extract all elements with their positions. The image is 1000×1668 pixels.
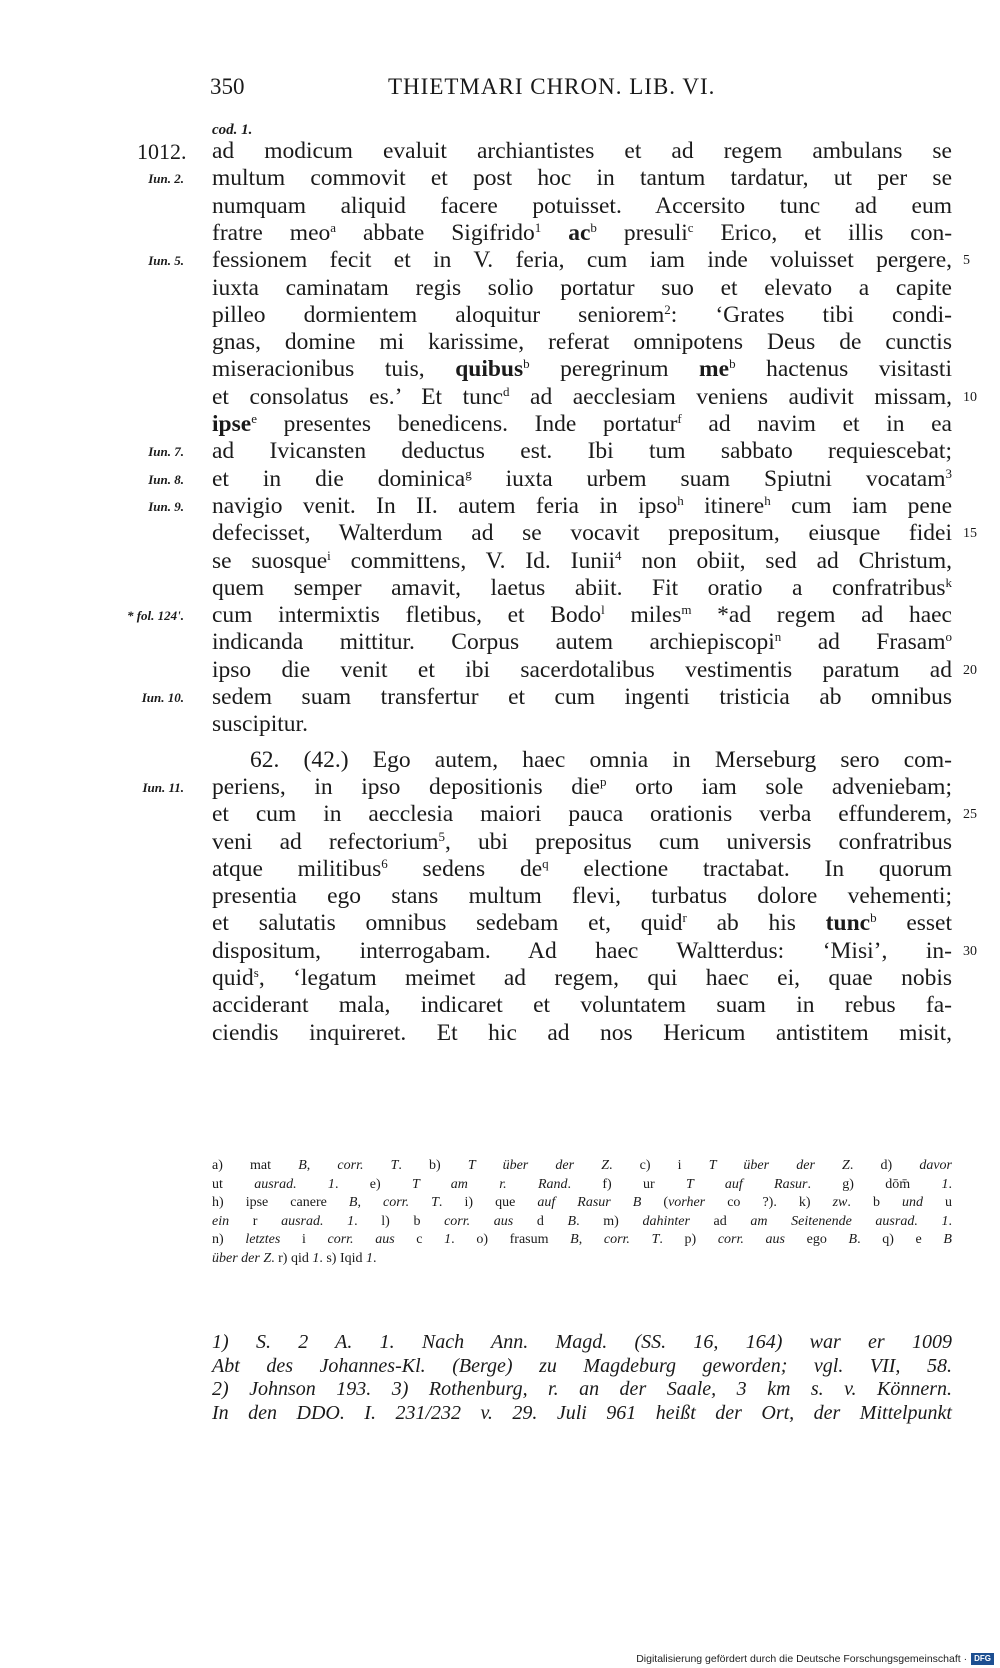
margin-date: Iun. 7. <box>148 444 184 460</box>
text-line: sedem suam transfertur et cum ingenti tristicia ab omnibus <box>212 684 952 710</box>
line-number: 5 <box>963 253 970 269</box>
margin-date: Iun. 11. <box>142 779 184 795</box>
dfg-logo: DFG <box>971 1653 994 1665</box>
text-line: miseracionibus tuis, quibus$^b$ peregrinum $me^b$ hactenus visitasti <box>212 356 952 383</box>
text-line: iuxta caminatam regis solio portatur suo et elevato a capite <box>212 274 952 301</box>
text-line: gnas, domine mi karissime, referat omnipotens Deus de cunctis <box>212 329 952 356</box>
variant-note-line: ein r ausrad. 1. l) b corr. aus d B. m) dahinter ad am Seitenende ausrad. 1. <box>212 1213 952 1229</box>
text-line: 62. (42.) Ego autem, haec omnia in Merseburg sero com- <box>250 746 952 773</box>
text-line: fessionem fecit et in V. feria, cum iam inde voluisset pergere, <box>212 247 952 274</box>
text-line: et in die dominica$^g$ iuxta urbem suam Spiutni vocatam$^3$ <box>212 465 952 492</box>
text-line: indicanda mittitur. Corpus autem archiepiscopi$^n$ ad Frasam$^o$ <box>212 629 952 656</box>
margin-date: * fol. 124'. <box>126 608 184 624</box>
text-line: presentia ego stans multum flevi, turbatus dolore vehementi; <box>212 883 952 910</box>
variant-note-line: a) mat B, corr. T. b) T über der Z. c) i T über der Z. d) davor <box>212 1158 952 1173</box>
text-line: numquam aliquid facere potuisset. Accersito tunc ad eum <box>212 192 952 219</box>
margin-date: Iun. 2. <box>148 171 184 187</box>
credit-text: Digitalisierung gefördert durch die Deutsche Forschungsgemeinschaft · <box>636 1652 968 1665</box>
footnotes <box>212 1331 952 1425</box>
page-header <box>210 74 770 104</box>
footnote-line: 1) S. 2 A. 1. Nach Ann. Magd. (SS. 16, 164) war er 1009 <box>212 1331 952 1353</box>
text-line: pilleo dormientem aloquitur seniorem$^2$: ‘Grates tibi condi- <box>212 301 952 328</box>
text-line: et cum in aecclesia maiori pauca orationis verba effunderem, <box>212 801 952 828</box>
text-line: ad modicum evaluit archiantistes et ad regem ambulans se <box>212 138 952 164</box>
footnote-line: Abt des Johannes-Kl. (Berge) zu Magdeburg geworden; vgl. VII, 58. <box>212 1354 952 1377</box>
variant-note-line: ut ausrad. 1. e) T am r. Rand. f) ur T auf Rasur. g) dōm̄ 1. <box>212 1176 952 1192</box>
text-line: quem semper amavit, laetus abiit. Fit oratio a confratribus$^k$ <box>212 574 952 601</box>
text-line: ciendis inquireret. Et hic ad nos Hericum antistitem misit, <box>212 1019 952 1046</box>
text-line: defecisset, Walterdum ad se vocavit prepositum, eiusque fidei <box>212 520 952 547</box>
text-line: ipse$^e$ presentes benedicens. Inde portatur$^f$ ad navim et in ea <box>212 411 952 437</box>
page-number: 350 <box>210 74 245 99</box>
text-line: periens, in ipso depositionis die$^p$ orto iam sole adveniebam; <box>212 773 952 800</box>
footnote-line: In den DDO. I. 231/232 v. 29. Juli 961 heißt der Ort, der Mittelpunkt <box>212 1401 952 1424</box>
text-line: quid$^s$, ‘legatum meimet ad regem, qui haec ei, quae nobis <box>212 965 952 991</box>
running-title: THIETMARI CHRON. LIB. VI. <box>388 74 716 99</box>
margin-date: Iun. 9. <box>148 498 184 514</box>
text-line: dispositum, interrogabam. Ad haec Waltterdus: ‘Misi’, in- <box>212 937 952 964</box>
text-line: multum commovit et post hoc in tantum tardatur, ut per se <box>212 165 952 192</box>
footnote-line: 2) Johnson 193. 3) Rothenburg, r. an der Saale, 3 km s. v. Könnern. <box>212 1378 952 1400</box>
text-line: ipso die venit et ibi sacerdotalibus vestimentis paratum ad <box>212 656 952 683</box>
critical-apparatus <box>212 1157 952 1268</box>
margin-date: Iun. 10. <box>141 690 184 705</box>
text-line: atque militibus$^6$ sedens $de^q$ electione tractabat. In quorum <box>212 855 952 882</box>
text-line: et salutatis omnibus sedebam et, quid$^r$ ab his tunc$^b$ esset <box>212 910 953 937</box>
text-line: se suosque$^i$ committens, V. Id. Iunii$^4$ non obiit, sed ad Christum, <box>212 547 952 574</box>
line-number: 25 <box>963 807 977 823</box>
line-number: 30 <box>963 943 977 959</box>
line-number: 15 <box>963 526 977 542</box>
text-line: veni ad refectorium$^5$, ubi prepositus cum universis confratribus <box>212 828 952 855</box>
variant-note-line: n) letztes i corr. aus c 1. o) frasum B, corr. T. p) corr. aus ego B. q) e B <box>212 1232 952 1247</box>
variant-note-line: über der Z. r) qid 1. s) Iqid 1. <box>212 1250 377 1266</box>
line-number: 10 <box>963 389 977 405</box>
text-line: navigio venit. In II. autem feria in ipso$^h$ itinere$^h$ cum iam pene <box>212 492 952 519</box>
digitization-credit <box>636 1653 994 1665</box>
text-line: cum intermixtis fletibus, et Bodo$^l$ miles$^m$ *ad regem ad haec <box>212 602 952 629</box>
codex-label: cod. 1. <box>212 122 253 138</box>
text-line: fratre meo$^a$ abbate Sigifrido$^1$ $ac^b$ presuli$^c$ Erico, et illis con- <box>212 219 953 246</box>
text-line: suscipitur. <box>212 711 308 738</box>
text-line: ad Ivicansten deductus est. Ibi tum sabbato requiescebat; <box>212 438 952 465</box>
variant-note-line: h) ipse canere B, corr. T. i) que auf Rasur B (vorher co ?). k) zw. b und u <box>212 1195 953 1210</box>
margin-year: 1012. <box>137 139 187 164</box>
text-line: et consolatus es.’ Et tunc$^d$ ad aecclesiam veniens audivit missam, <box>212 383 952 410</box>
text-line: acciderant mala, indicaret et voluntatem suam in rebus fa- <box>212 992 952 1019</box>
line-number: 20 <box>963 662 977 678</box>
margin-date: Iun. 5. <box>148 253 184 269</box>
margin-date: Iun. 8. <box>148 471 184 487</box>
